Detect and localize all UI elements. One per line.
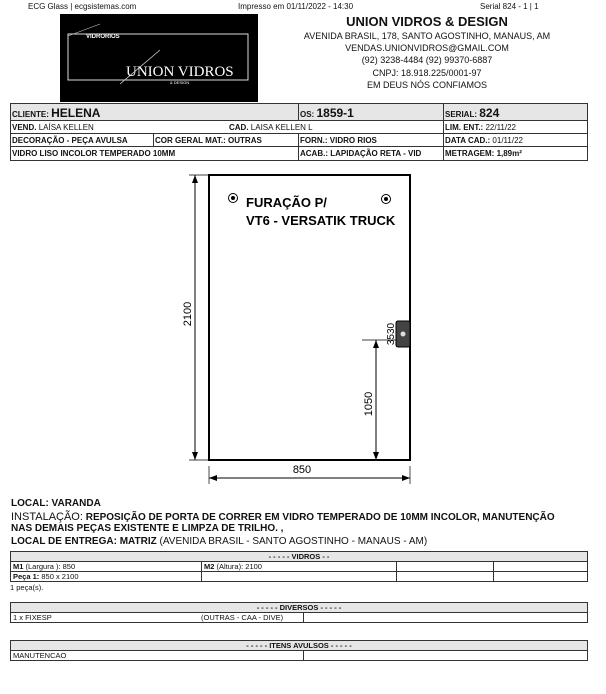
entrega-value: (AVENIDA BRASIL - SANTO AGOSTINHO - MANAUS - AM) <box>159 536 428 547</box>
datacad-label: DATA CAD.: <box>445 136 491 145</box>
peca-count: 1 peça(s). <box>10 583 44 592</box>
vidro-cell: VIDRO LISO INCOLOR TEMPERADO 10MM <box>11 147 299 160</box>
datacad-cell <box>444 134 587 147</box>
cliente-label: CLIENTE: <box>12 110 49 119</box>
cad-label: CAD. <box>229 123 249 132</box>
footer-brand: ECG Glass | ecgsistemas.com <box>28 2 137 11</box>
order-header <box>10 103 588 161</box>
lim-ent-cell <box>444 121 587 134</box>
lim-label: LIM. ENT.: <box>445 123 484 132</box>
m1-value: (Largura ): 850 <box>25 562 76 571</box>
vend-label: VEND. <box>12 123 37 132</box>
company-name: UNION VIDROS & DESIGN <box>346 14 508 29</box>
peca-label: Peça 1: <box>13 572 40 581</box>
logo-sub-text: & DESIGN <box>170 80 190 85</box>
m2-label: M2 <box>204 562 215 571</box>
m1-label: M1 <box>13 562 24 571</box>
instalacao-text: REPOSIÇÃO DE PORTA DE CORRER EM VIDRO TEMPERADO DE 10MM INCOLOR, MANUTENÇÃO <box>85 512 555 523</box>
avulsos-item: MANUTENCAO <box>11 651 304 661</box>
acab-cell: ACAB.: LAPIDAÇÃO RETA - VID <box>299 147 444 160</box>
local-line: LOCAL: VARANDA <box>11 498 101 509</box>
offset-dimension: 3530 <box>386 322 397 346</box>
diversos-item-detail: (OUTRAS - CAA - DIVE) <box>201 613 284 622</box>
lim-value: 22/11/22 <box>485 123 516 132</box>
peca-cell <box>11 572 202 582</box>
metragem-label: METRAGEM: <box>445 149 495 158</box>
installation-info <box>11 498 595 547</box>
print-date: Impresso em 01/11/2022 - 14:30 <box>238 2 354 11</box>
serial-cell <box>444 104 587 121</box>
os-label: OS: <box>300 110 315 119</box>
serial-page: Serial 824 - 1 | 1 <box>480 2 539 11</box>
diversos-item <box>11 613 304 623</box>
instalacao-label: INSTALAÇÃO: <box>11 511 83 523</box>
entrega-line <box>11 536 595 547</box>
avulsos-section <box>10 640 588 661</box>
m1-cell <box>11 562 202 572</box>
drawing-note-2: VT6 - VERSATIK TRUCK <box>246 213 396 228</box>
company-phones: (92) 3238-4484 (92) 99370-6887 <box>361 55 493 66</box>
diversos-item-label: 1 x FIXESP <box>13 613 52 622</box>
height-dimension: 2100 <box>182 301 194 327</box>
vidros-section <box>10 551 588 592</box>
logo-main-text: UNION VIDROS <box>126 64 234 80</box>
drawing-note-1: FURAÇÃO P/ <box>246 195 327 210</box>
m2-value: (Altura): 2100 <box>216 562 262 571</box>
decoracao-cell: DECORAÇÃO - PEÇA AVULSA <box>11 134 154 147</box>
datacad-value: 01/11/22 <box>492 136 523 145</box>
cliente-cell <box>11 104 299 121</box>
logo-small-text: VIDRORIOS <box>86 34 120 40</box>
instalacao-line-2: NAS DEMAIS PEÇAS EXISTENTE E LIMPZA DE TRILHO. , <box>11 523 284 534</box>
company-cnpj: CNPJ: 18.918.225/0001-97 <box>372 67 482 78</box>
company-slogan: EM DEUS NÓS CONFIAMOS <box>366 79 487 90</box>
serial-label: SERIAL: <box>445 110 477 119</box>
forn-cell: FORN.: VIDRO RIOS <box>299 134 444 147</box>
metragem-value: 1,89m² <box>496 149 522 158</box>
entrega-label: LOCAL DE ENTREGA: MATRIZ <box>11 536 157 547</box>
cor-cell: COR GERAL MAT.: OUTRAS <box>154 134 299 147</box>
cliente-value: HELENA <box>51 106 101 120</box>
company-email: VENDAS.UNIONVIDROS@GMAIL.COM <box>345 43 509 54</box>
vidros-title: - - - - - VIDROS - - <box>11 552 588 562</box>
avulsos-title: - - - - - ITENS AVULSOS - - - - - <box>11 641 588 651</box>
m2-cell <box>202 562 397 572</box>
serial-value: 824 <box>479 106 500 120</box>
diversos-title: - - - - - DIVERSOS - - - - - <box>11 603 588 613</box>
vend-value: LAÍSA KELLEN <box>38 123 94 132</box>
diversos-section <box>10 602 588 623</box>
company-logo <box>60 14 258 102</box>
cad-value: LAISA KELLEN L <box>250 123 313 132</box>
vend-cell <box>11 121 444 134</box>
peca-value: 850 x 2100 <box>41 572 79 581</box>
instalacao-line <box>11 511 595 523</box>
glass-drawing <box>178 168 428 488</box>
company-address: AVENIDA BRASIL, 178, SANTO AGOSTINHO, MANAUS, AM <box>303 31 551 41</box>
hole-height-dimension: 1050 <box>363 391 375 417</box>
os-cell <box>299 104 444 121</box>
metragem-cell <box>444 147 587 160</box>
os-value: 1859-1 <box>316 106 354 120</box>
company-info <box>262 14 592 91</box>
width-dimension: 850 <box>292 464 312 476</box>
